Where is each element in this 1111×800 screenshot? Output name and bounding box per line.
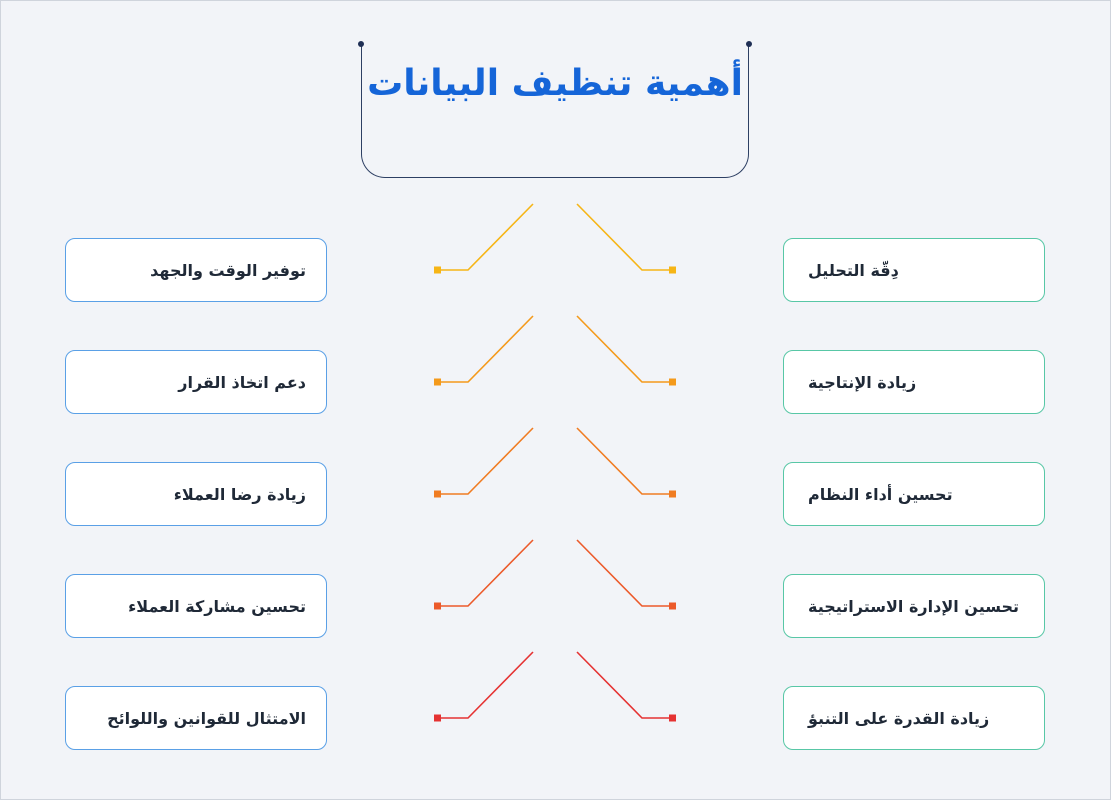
card-label: توفير الوقت والجهد — [150, 260, 306, 280]
connector-right — [577, 540, 672, 606]
card-productivity — [783, 350, 1045, 414]
page-title: أهمية تنظيف البيانات — [367, 63, 743, 104]
productivity-gears-icon — [700, 348, 766, 414]
connector-endpoint-right — [669, 491, 676, 498]
connector-endpoint-left — [434, 715, 441, 722]
connector-left — [438, 428, 533, 494]
card-decision-support — [65, 350, 327, 414]
connector-left — [438, 316, 533, 382]
connector-endpoint-right — [669, 603, 676, 610]
compliance-document-icon — [343, 684, 409, 750]
card-prediction — [783, 686, 1045, 750]
connector-left — [438, 652, 533, 718]
card-compliance — [65, 686, 327, 750]
card-label: الامتثال للقوانين واللوائح — [107, 708, 306, 728]
connector-endpoint-left — [434, 267, 441, 274]
card-customer-satisfaction — [65, 462, 327, 526]
customer-satisfaction-icon — [343, 460, 409, 526]
connector-right — [577, 204, 672, 270]
connector-left — [438, 204, 533, 270]
connector-right — [577, 316, 672, 382]
card-analysis-accuracy — [783, 238, 1045, 302]
card-customer-engagement — [65, 574, 327, 638]
card-label: دعم اتخاذ القرار — [178, 372, 306, 392]
card-label: تحسين الإدارة الاستراتيجية — [808, 596, 1020, 616]
decision-making-hands-icon — [343, 348, 409, 414]
card-label: زيادة رضا العملاء — [173, 484, 306, 504]
prediction-touch-icon — [700, 684, 766, 750]
card-time-saving — [65, 238, 327, 302]
connector-left — [438, 540, 533, 606]
connector-endpoint-left — [434, 379, 441, 386]
card-system-performance — [783, 462, 1045, 526]
card-label: تحسين مشاركة العملاء — [128, 596, 306, 616]
card-label: دِقّة التحليل — [808, 260, 899, 280]
connector-endpoint-left — [434, 603, 441, 610]
connector-right — [577, 652, 672, 718]
time-saving-clock-icon — [343, 236, 409, 302]
connector-endpoint-right — [669, 379, 676, 386]
connector-endpoint-left — [434, 491, 441, 498]
card-label: زيادة القدرة على التنبؤ — [808, 708, 990, 728]
card-label: زيادة الإنتاجية — [808, 372, 917, 392]
system-performance-gauge-icon — [700, 460, 766, 526]
connector-endpoint-right — [669, 715, 676, 722]
data-analysis-icon — [700, 236, 766, 302]
connector-right — [577, 428, 672, 494]
strategic-management-icon — [700, 572, 766, 638]
card-strategic-management — [783, 574, 1045, 638]
connector-endpoint-right — [669, 267, 676, 274]
card-label: تحسين أداء النظام — [808, 484, 953, 504]
customer-engagement-icon — [343, 572, 409, 638]
